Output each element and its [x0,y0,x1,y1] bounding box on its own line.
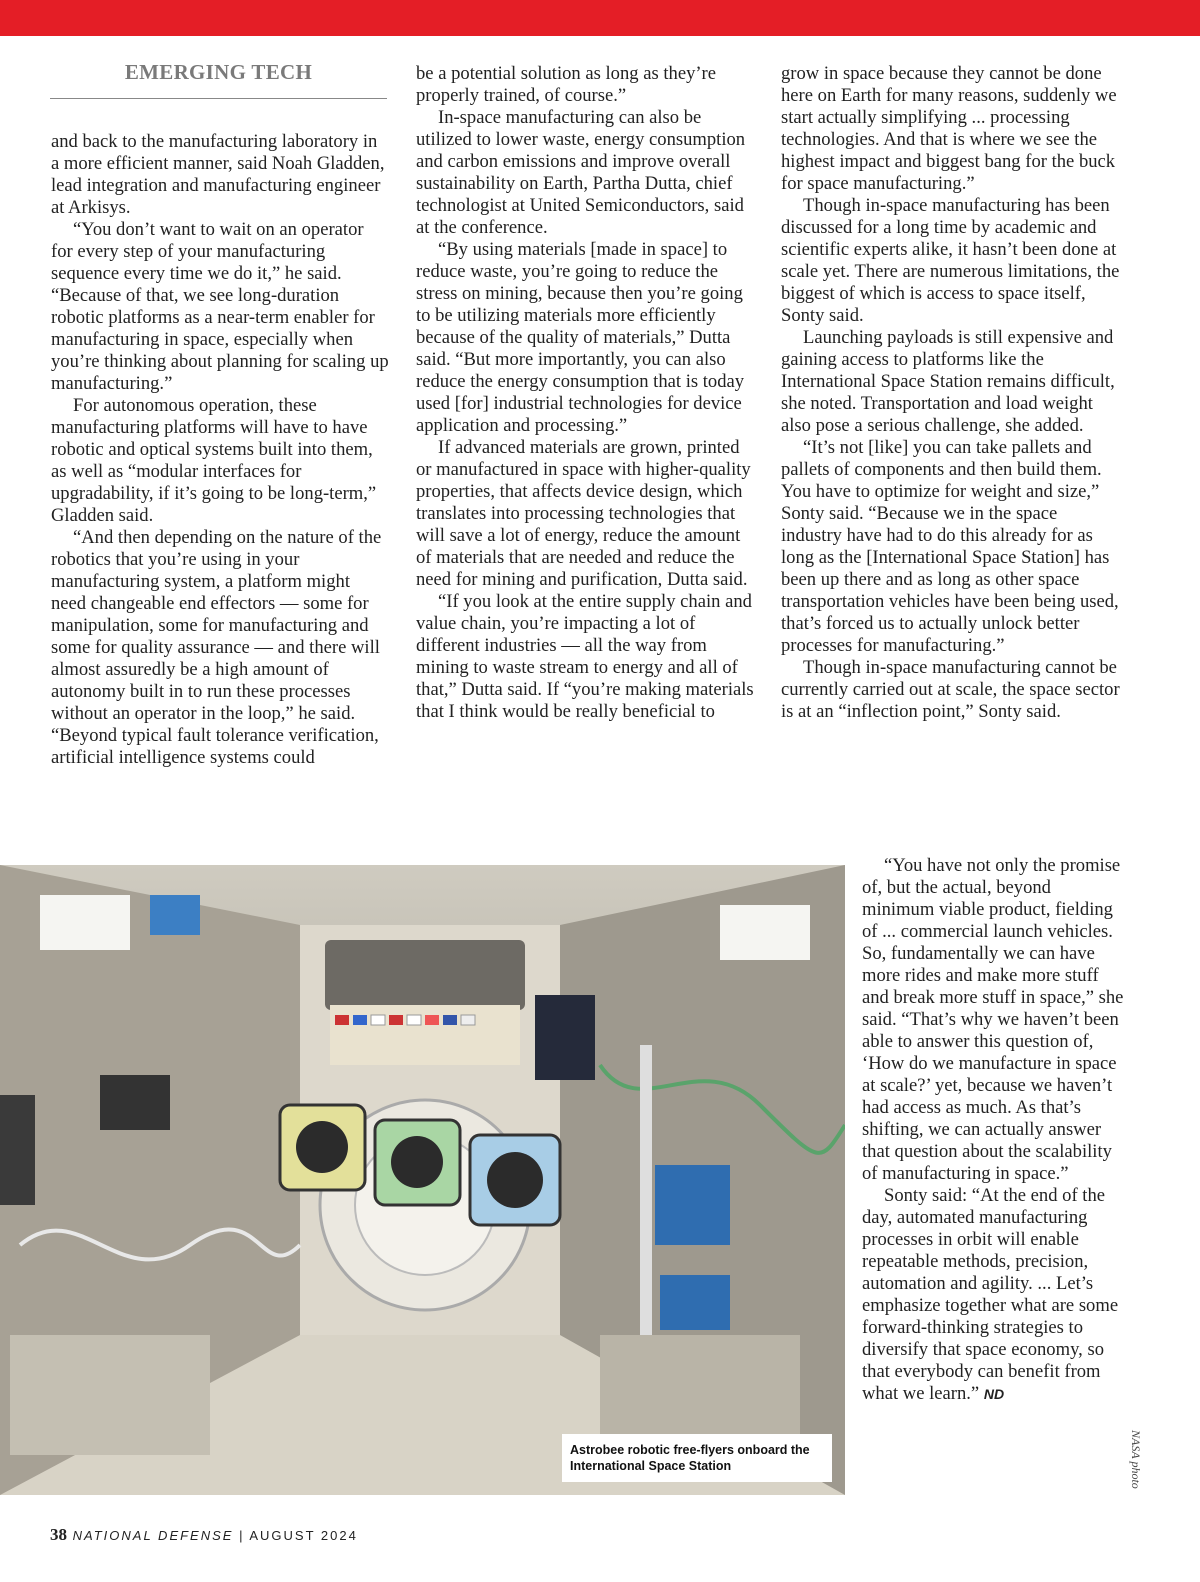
paragraph: grow in space because they cannot be done here on Earth for many reasons, suddenly we start actually simplifying ... processing technologies. And that is where we see the highest impact and biggest bang for the buck for space manufacturing.” [781,63,1117,194]
paragraph: Though in-space manufacturing has been discussed for a long time by academic and scientific experts alike, it hasn’t been done at scale yet. There are numerous limitations, the biggest of which is access to space itself, Sonty said. [781,195,1120,326]
paragraph: “It’s not [like] you can take pallets and pallets of components and then build them. You have to optimize for weight and size,” Sonty said. “Because we in the space industry have had to do this already for as long as the [International Space Station] has been up there and as long as other space transportation vehicles have been being used, that’s forced us to actually unlock better processes for manufacturing.” [781,437,1119,656]
iss-photo [0,865,845,1495]
article-column-2 [416,63,756,723]
photo-caption: Astrobee robotic free-flyers onboard the International Space Station [562,1434,832,1482]
footer-separator: | [239,1528,245,1543]
paragraph: “You don’t want to wait on an operator for every step of your manufacturing sequence every time we do it,” he said. “Because of that, we see long-duration robotic platforms as a near-term enabler for manufacturing in space, especially when you’re thinking about planning for scaling up manufacturing.” [51,219,389,394]
paragraph: For autonomous operation, these manufacturing platforms will have to have robotic and optical systems built into them, as well as “modular interfaces for upgradability, if it’s going to be long-term,” Gladden said. [51,395,377,526]
article-column-3 [781,63,1121,723]
paragraph [862,1185,1124,1405]
paragraph: be a potential solution as long as they’re properly trained, of course.” [416,63,717,106]
paragraph: If advanced materials are grown, printed or manufactured in space with higher-quality properties, that affects device design, which translates into processing technologies that will save a lot of energy, reduce the amount of materials that are needed and reduce the need for mining and purification, Dutta said. [416,437,751,590]
iss-interior-illustration [0,865,845,1495]
paragraph: Though in-space manufacturing cannot be currently carried out at scale, the space sector is at an “inflection point,” Sonty said. [781,657,1120,722]
paragraph: “And then depending on the nature of the robotics that you’re using in your manufacturing system, a platform might need changeable end effectors — some for manipulation, some for manufacturing and some for quality assurance — and there will almost assuredly be a high amount of autonomy built in to run these processes without an operator in the loop,” he said. “Beyond typical fault tolerance verification, artificial intelligence systems could [51,527,382,768]
publication-name: NATIONAL DEFENSE [72,1528,234,1543]
paragraph: and back to the manufacturing laboratory in a more efficient manner, said Noah Gladden, lead integration and manufacturing engineer at Arkisys. [51,131,385,218]
page-number: 38 [50,1525,67,1544]
top-color-bar [0,0,1200,36]
paragraph: In-space manufacturing can also be utilized to lower waste, energy consumption and carbon emissions and improve overall sustainability on Earth, Partha Dutta, chief technologist at United Semiconductors, said at the conference. [416,107,746,238]
section-label: EMERGING TECH [124,60,313,84]
paragraph: “By using materials [made in space] to reduce waste, you’re going to reduce the stress on mining, because then you’re going to be utilizing materials more efficiently because of the quality of materials,” Dutta said. “But more importantly, you can also reduce the energy consumption that is today used [for] industrial technologies for device application and processing.” [416,239,745,436]
article-column-3-wrap [862,855,1124,1405]
paragraph: “If you look at the entire supply chain and value chain, you’re impacting a lot of different industries — all the way from mining to waste stream to energy and all of that,” Dutta said. If “you’re making materials that I think would be really beneficial to [416,591,754,722]
end-mark: ND [983,1386,1005,1402]
paragraph-text: Sonty said: “At the end of the day, automated manufacturing processes in orbit will enable repeatable methods, precision, automation and agility. ... Let’s emphasize together what are some forward-thinking strategies to diversify that space economy, so that everybody can benefit from what we learn.” [862,1185,1119,1404]
photo-credit: NASA photo [1129,1430,1143,1489]
article-column-1 [51,131,389,769]
issue-date: AUGUST 2024 [249,1528,358,1543]
paragraph: Launching payloads is still expensive and gaining access to platforms like the International Space Station remains difficult, she noted. Transportation and load weight also pose a serious challenge, she added. [781,327,1115,436]
paragraph: “You have not only the promise of, but the actual, beyond minimum viable product, fielding of ... commercial launch vehicles. So, fundamentally we can have more rides and make more stuff and break more stuff in space,” she said. “That’s why we haven’t been able to answer this question of, ‘How do we manufacture in space at scale?’ yet, because we haven’t had access as much. As that’s shifting, we can actually answer that question about the scalability of manufacturing in space.” [862,855,1124,1184]
page-footer [50,1525,358,1545]
section-divider [50,98,387,99]
